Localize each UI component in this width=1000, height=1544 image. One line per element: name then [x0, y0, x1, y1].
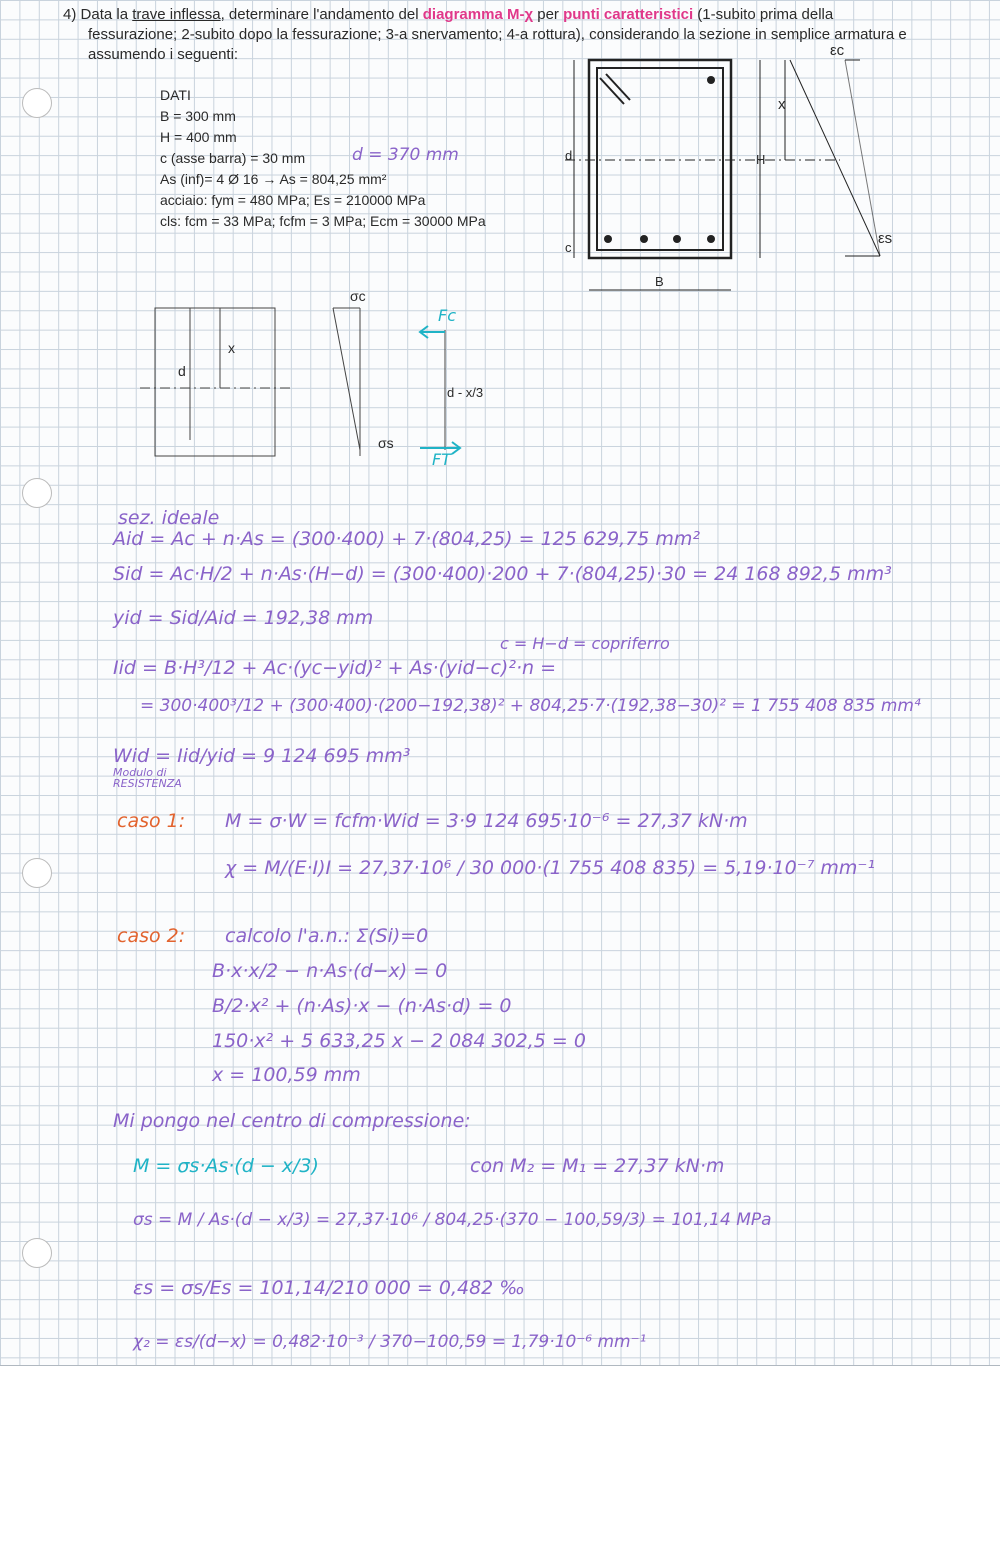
- eps-s-equation: εs = σs/Es = 101,14/210 000 = 0,482 ‰: [133, 1277, 525, 1299]
- d-note: d = 370 mm: [352, 145, 459, 165]
- moment-equation: M = σs·As·(d − x/3): [133, 1155, 319, 1177]
- problem-line-2: fessurazione; 2-subito dopo la fessurazione; 3-a snervamento; 4-a rottura), considerando la sezione in semplice armatura e: [88, 26, 907, 43]
- iid-equation: Iid = B·H³/12 + Ac·(yc−yid)² + As·(yid−c)²·n =: [113, 657, 556, 679]
- stress-label-x: x: [228, 340, 235, 356]
- caso1-curvature: χ = M/(E·I)I = 27,37·10⁶ / 30 000·(1 755 408 835) = 5,19·10⁻⁷ mm⁻¹: [225, 857, 876, 879]
- binder-hole: [22, 88, 52, 118]
- problem-highlight: diagramma M-χ: [422, 6, 534, 23]
- label-es: εs: [878, 230, 893, 247]
- caso2-label: caso 2:: [117, 925, 186, 947]
- binder-hole: [22, 478, 52, 508]
- binder-hole: [22, 1238, 52, 1268]
- data-item: cls: fcm = 33 MPa; fcfm = 3 MPa; Ecm = 30000 MPa: [160, 213, 486, 229]
- wid-equation: Wid = Iid/yid = 9 124 695 mm³: [113, 745, 411, 767]
- stress-label-d: d: [178, 363, 186, 379]
- caso2-neutral-axis: calcolo l'a.n.: Σ(Si)=0: [225, 925, 429, 947]
- sid-equation: Sid = Ac·H/2 + n·As·(H−d) = (300·400)·200 + 7·(804,25)·30 = 24 168 892,5 mm³: [113, 563, 892, 585]
- problem-text-underlined: trave inflessa: [132, 6, 221, 23]
- equation-step: B/2·x² + (n·As)·x − (n·As·d) = 0: [212, 995, 512, 1017]
- moment-condition: con M₂ = M₁ = 27,37 kN·m: [470, 1155, 725, 1177]
- problem-number: 4): [63, 6, 77, 23]
- problem-text: (1-subito prima della: [693, 6, 834, 23]
- sigma-s-equation: σs = M / As·(d − x/3) = 27,37·10⁶ / 804,25·(370 − 100,59/3) = 101,14 MPa: [133, 1210, 772, 1230]
- problem-line-1: [63, 6, 833, 23]
- data-item: H = 400 mm: [160, 129, 237, 145]
- binder-hole: [22, 858, 52, 888]
- section-figure: [560, 50, 920, 300]
- label-x: x: [778, 96, 786, 113]
- label-B: B: [655, 274, 664, 289]
- label-d: d: [565, 148, 573, 163]
- data-item: c (asse barra) = 30 mm: [160, 150, 306, 166]
- problem-text: , determinare l'andamento del: [220, 6, 423, 23]
- aid-equation: Aid = Ac + n·As = (300·400) + 7·(804,25) = 125 629,75 mm²: [113, 528, 701, 550]
- caso1-moment: M = σ·W = fcfm·Wid = 3·9 124 695·10⁻⁶ = 27,37 kN·m: [225, 810, 748, 832]
- problem-highlight: punti caratteristici: [563, 6, 694, 23]
- iid-equation-2: = 300·400³/12 + (300·400)·(200−192,38)² + 804,25·7·(192,38−30)² = 1 755 408 835 mm⁴: [140, 696, 921, 716]
- sez-ideale-heading: sez. ideale: [118, 507, 220, 529]
- yid-equation: yid = Sid/Aid = 192,38 mm: [113, 607, 374, 629]
- data-item: B = 300 mm: [160, 108, 236, 124]
- label-H: H: [756, 152, 766, 167]
- label-c: c: [565, 240, 572, 255]
- centro-compressione-note: Mi pongo nel centro di compressione:: [113, 1110, 471, 1132]
- force-Fc: Fc: [438, 306, 456, 325]
- label-ec: εc: [830, 42, 845, 59]
- copriferro-note: c = H−d = copriferro: [500, 634, 670, 653]
- equation-result: x = 100,59 mm: [212, 1064, 361, 1086]
- chi2-equation: χ₂ = εs/(d−x) = 0,482·10⁻³ / 370−100,59 = 1,79·10⁻⁶ mm⁻¹: [133, 1332, 647, 1352]
- lever-arm-label: d - x/3: [447, 385, 484, 400]
- stress-label-ss: σs: [378, 435, 394, 451]
- problem-text: Data la: [80, 6, 133, 23]
- data-heading: DATI: [160, 87, 191, 103]
- equation-step: 150·x² + 5 633,25 x − 2 084 302,5 = 0: [212, 1030, 586, 1052]
- problem-line-3: assumendo i seguenti:: [88, 46, 239, 63]
- stress-label-sc: σc: [350, 288, 366, 304]
- data-item: acciaio: fym = 480 MPa; Es = 210000 MPa: [160, 192, 426, 208]
- force-Ft: FT: [432, 450, 451, 469]
- problem-text: per: [533, 6, 564, 23]
- modulo-resistenza-note: Modulo di RESISTENZA: [113, 766, 182, 790]
- caso1-label: caso 1:: [117, 810, 186, 832]
- equation-step: B·x·x/2 − n·As·(d−x) = 0: [212, 960, 448, 982]
- data-item: As (inf)= 4 Ø 16 → As = 804,25 mm²: [160, 171, 387, 187]
